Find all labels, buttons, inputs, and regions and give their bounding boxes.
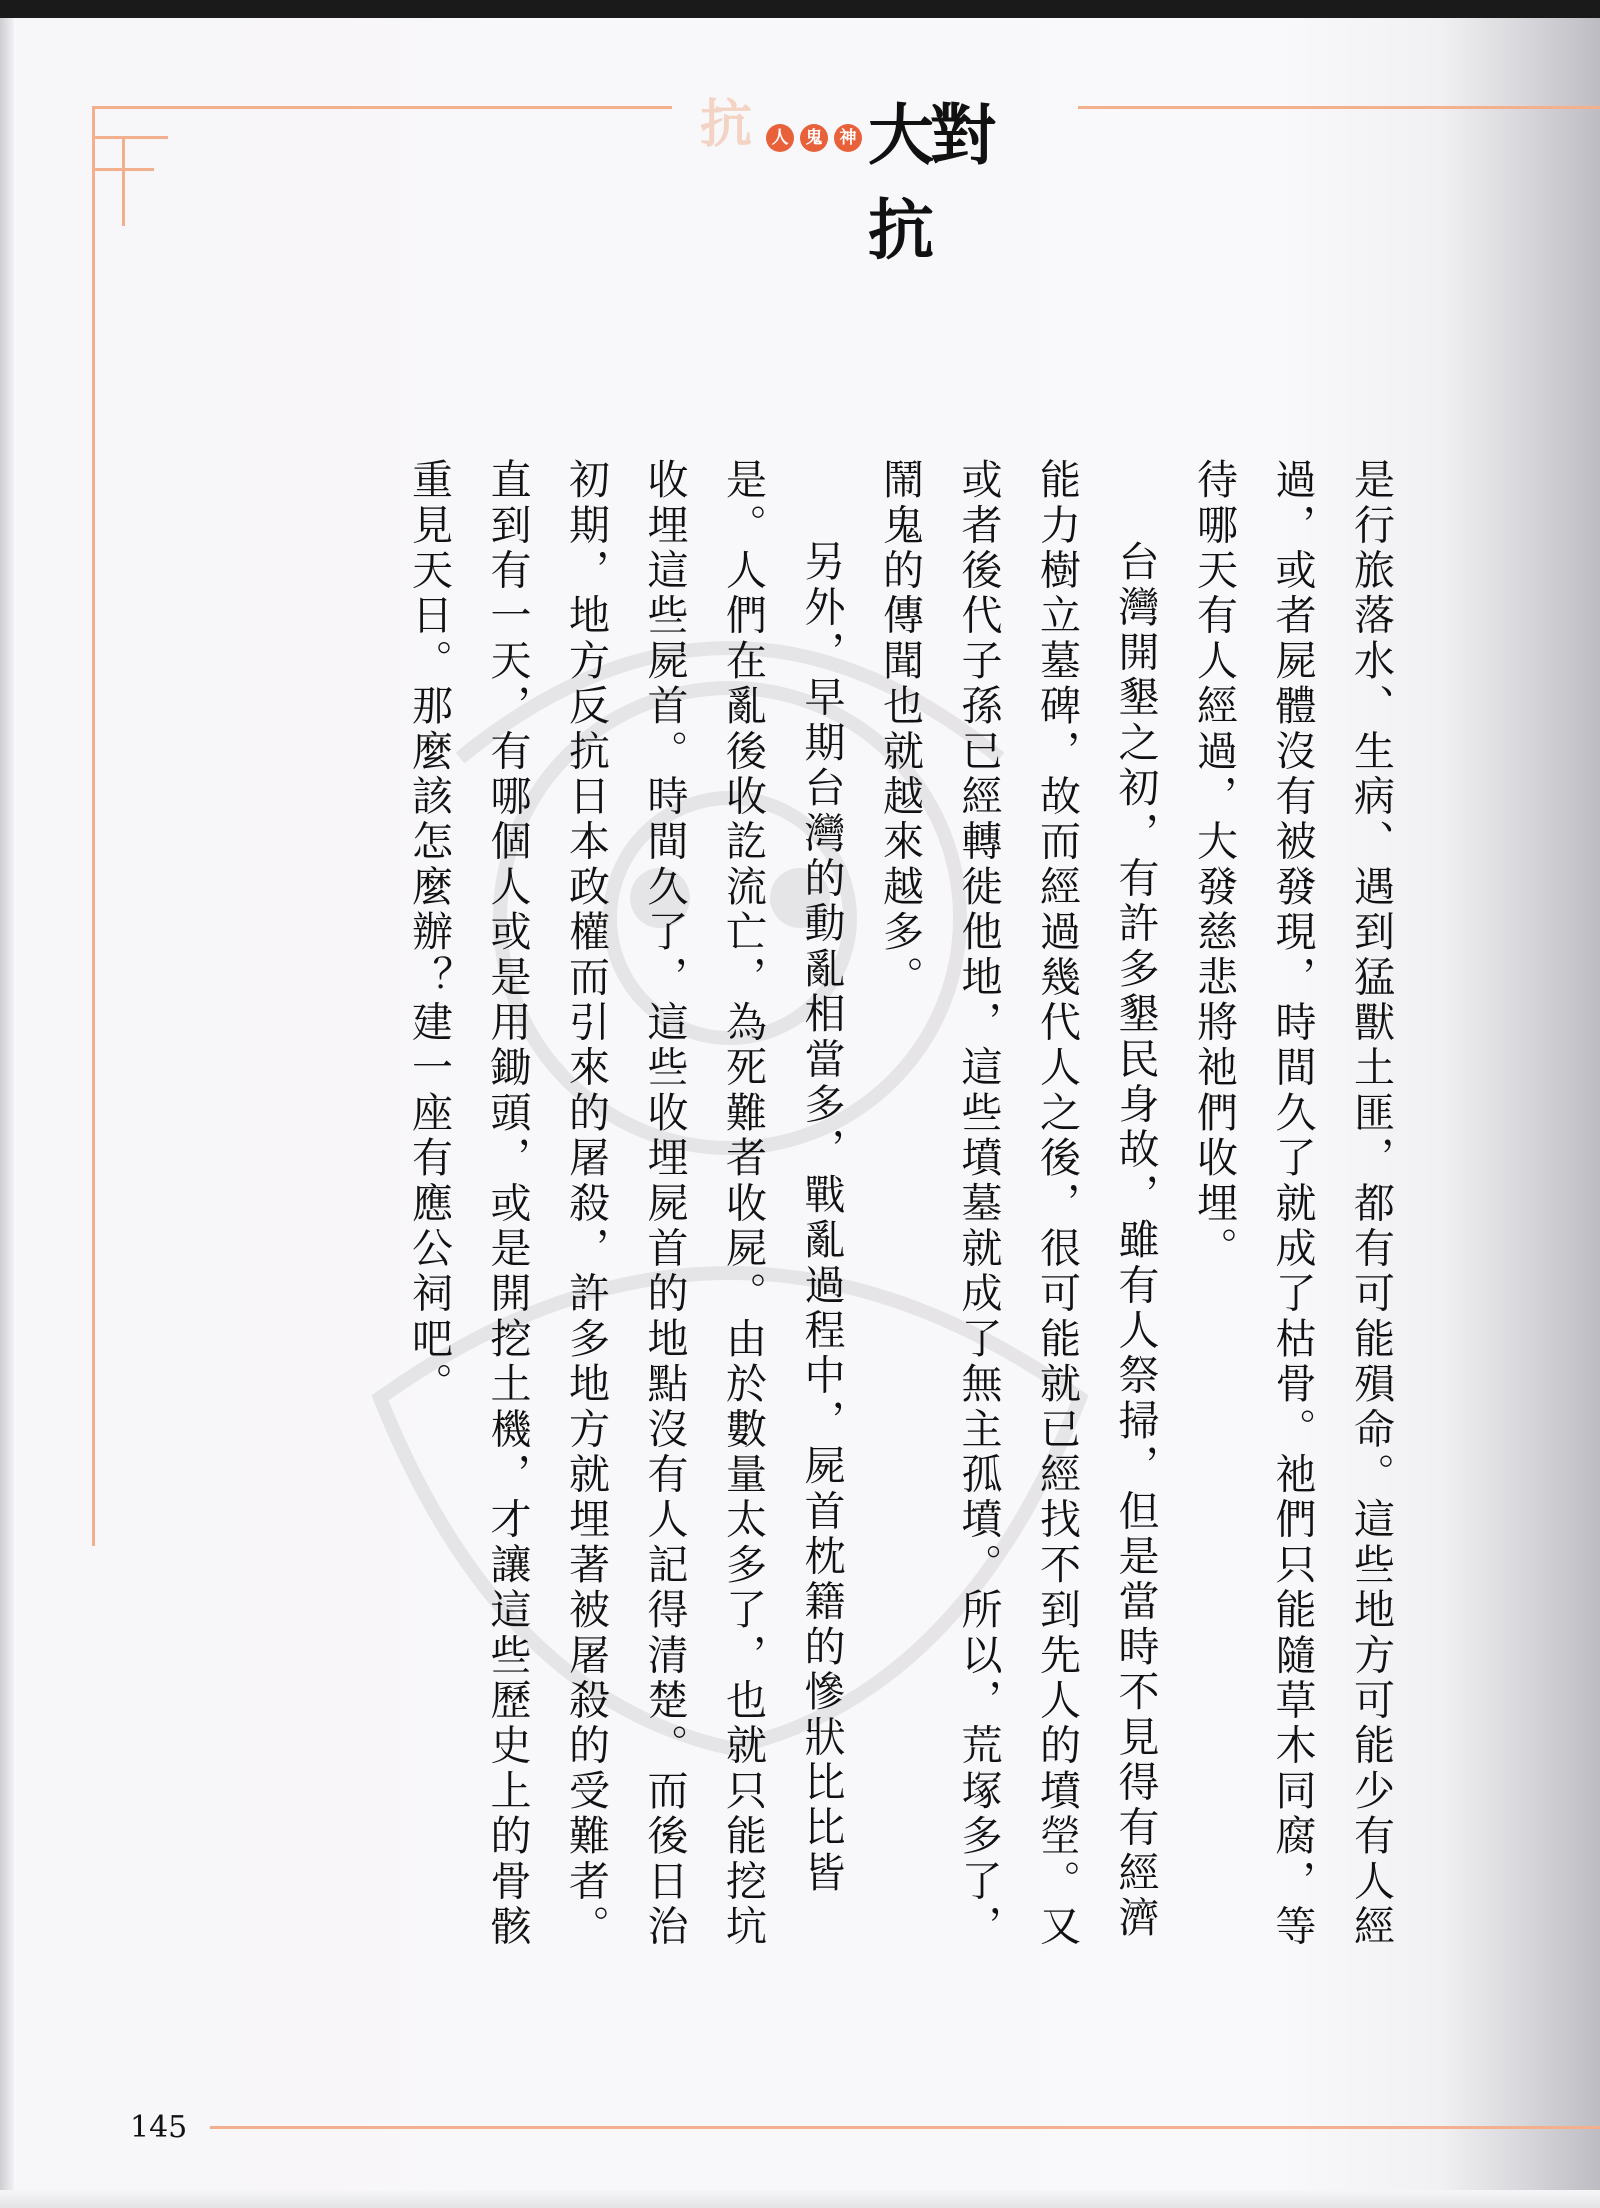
header-rule-right — [1078, 106, 1600, 109]
header-badge-3: 神 — [834, 124, 862, 152]
paragraph-1: 是行旅落水、生病、遇到猛獸土匪，都有可能殞命。這些地方可能少有人經過，或者屍體沒有被發現，時間久了就成了枯骨。祂們只能隨草木同腐，等待哪天有人經過，大發慈悲將祂們收埋。 — [1190, 458, 1395, 1950]
header-title: 大對抗 — [868, 97, 992, 269]
book-page — [0, 18, 1600, 2208]
running-header — [700, 76, 1040, 269]
page-bottom-edge — [0, 2190, 1600, 2208]
corner-fret-ornament — [92, 136, 141, 185]
page-number: 145 — [130, 2110, 188, 2145]
header-badge-2: 鬼 — [800, 124, 828, 152]
header-ghost-glyph: 抗 — [700, 94, 753, 155]
footer-rule — [210, 2126, 1600, 2129]
corner-fret-top — [122, 136, 168, 139]
paragraph-3: 另外，早期台灣的動亂相當多，戰亂過程中，屍首枕籍的慘狀比比皆是。人們在亂後收訖流亡，為死難者收屍。由於數量太多了，也就只能挖坑收埋這些屍首。時間久了，這些收埋屍首的地點沒有人記得清楚。而後日治初期，地方反抗日本政權而引來的屠殺，許多地方就埋著被屠殺的受難者。直到有一天，有哪個人或是用鋤頭，或是開挖土機，才讓這些歷史上的骨骸重見天日。那麼該怎麼辦？建一座有應公祠吧。 — [405, 458, 846, 1950]
header-rule-left — [92, 106, 672, 109]
header-badge-1: 人 — [766, 124, 794, 152]
paragraph-2: 台灣開墾之初，有許多墾民身故，雖有人祭掃，但是當時不見得有經濟能力樹立墓碑，故而經過幾代人之後，很可能就已經找不到先人的墳塋。又或者後代子孫已經轉徙他地，這些墳墓就成了無主孤墳。所以，荒塚多了，鬧鬼的傳聞也就越來越多。 — [876, 458, 1160, 1950]
article-body — [270, 458, 1410, 1968]
corner-fret-stem — [122, 136, 125, 226]
left-border-line — [92, 106, 95, 1546]
page-gutter-shadow — [0, 18, 14, 2208]
